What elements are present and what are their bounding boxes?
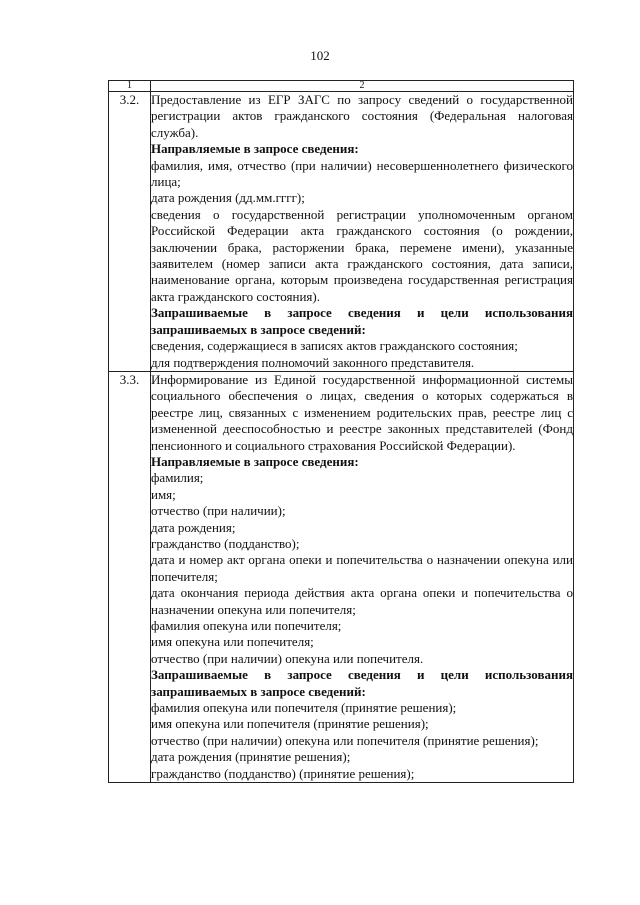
- row-content: [151, 92, 574, 372]
- list-item: дата и номер акт органа опеки и попечительства о назначении опекуна или попечителя;: [151, 552, 573, 584]
- list-item: имя опекуна или попечителя;: [151, 634, 314, 650]
- row-intro: Информирование из Единой государственной информационной системы социального обеспечения о лицах, сведения о которых содержаться в реестре лиц, связанных с изменением родительских прав, реестре лиц с измененной дееспособностью и реестре законных представителей (Фонд пенсионного и социального страхования Российской Федерации).: [151, 371, 573, 453]
- table-header-row: [109, 81, 574, 92]
- row-content: [151, 371, 574, 782]
- list-item: фамилия, имя, отчество (при наличии) несовершеннолетнего физического лица;: [151, 157, 573, 190]
- list-item: имя;: [151, 486, 176, 502]
- list-item: дата окончания периода действия акта органа опеки и попечительства о назначении опекуна или попечителя;: [151, 585, 573, 617]
- page-number: 102: [310, 48, 330, 63]
- list-item: дата рождения;: [151, 519, 236, 535]
- list-item: отчество (при наличии) опекуна или попечителя (принятие решения);: [151, 732, 539, 748]
- list-item: дата рождения (принятие решения);: [151, 749, 351, 765]
- row-number: 3.2.: [109, 92, 151, 372]
- row-intro: Предоставление из ЕГР ЗАГС по запросу сведений о государственной регистрации актов гражданского состояния (Федеральная налоговая служба).: [151, 92, 573, 140]
- list-item: имя опекуна или попечителя (принятие решения);: [151, 716, 429, 732]
- list-item: гражданство (подданство) (принятие решения);: [151, 765, 415, 781]
- list-item: гражданство (подданство);: [151, 535, 300, 551]
- list-item: отчество (при наличии) опекуна или попечителя.: [151, 650, 424, 666]
- list-item: фамилия;: [151, 470, 204, 486]
- header-col-2: 2: [151, 81, 574, 92]
- list-item: фамилия опекуна или попечителя;: [151, 618, 342, 633]
- list-item: отчество (при наличии);: [151, 503, 286, 519]
- list-item: дата рождения (дд.мм.гггг);: [151, 190, 305, 206]
- requested-heading: Запрашиваемые в запросе сведения и цели использования запрашиваемых в запросе сведений:: [151, 667, 573, 699]
- table-row: [109, 371, 574, 782]
- table-row: [109, 92, 574, 372]
- list-item: сведения, содержащиеся в записях актов гражданского состояния;: [151, 338, 518, 354]
- header-col-1: 1: [109, 81, 151, 92]
- sent-heading: Направляемые в запросе сведения:: [151, 453, 359, 469]
- row-number: 3.3.: [109, 371, 151, 782]
- requested-heading: Запрашиваемые в запросе сведения и цели использования запрашиваемых в запросе сведений:: [151, 305, 573, 337]
- requirements-table: [108, 80, 574, 783]
- list-item: сведения о государственной регистрации уполномоченным органом Российской Федерации акта гражданского состояния (о рождении, заключении брака, расторжении брака, перемене имени), указанные заявителем (номер записи акта гражданского состояния, дата записи, наименование органа, которым произведена государственная регистрация акта гражданского состояния).: [151, 206, 573, 304]
- list-item: для подтверждения полномочий законного представителя.: [151, 354, 475, 370]
- sent-heading: Направляемые в запросе сведения:: [151, 141, 359, 157]
- list-item: фамилия опекуна или попечителя (принятие решения);: [151, 700, 457, 716]
